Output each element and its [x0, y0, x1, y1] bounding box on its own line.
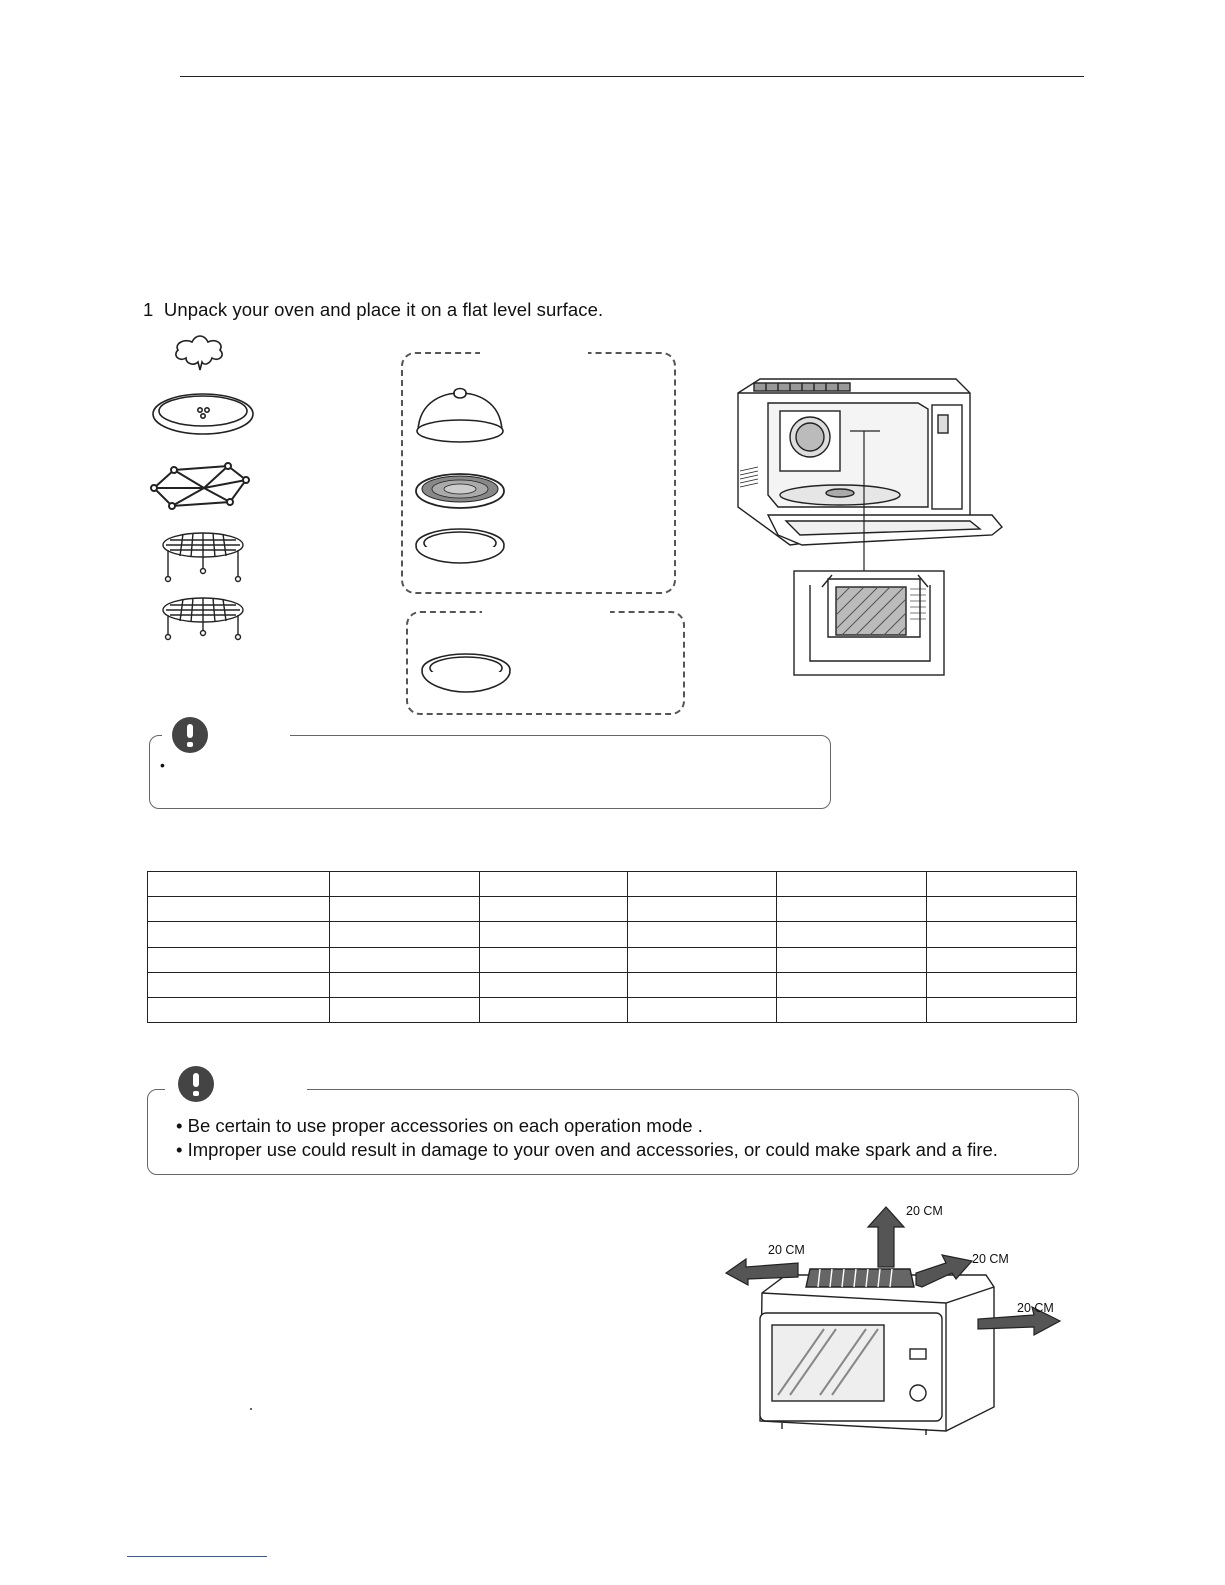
table-cell: [927, 897, 1077, 922]
table-cell: [777, 922, 927, 947]
table-cell: [927, 997, 1077, 1022]
step-1-instruction: [143, 299, 603, 321]
accessory-group-1-items: [410, 385, 520, 575]
table-cell: [479, 897, 628, 922]
top-vent: [754, 383, 850, 391]
table-cell: [329, 947, 479, 972]
table-row: [148, 997, 1077, 1022]
table-cell: [479, 872, 628, 897]
turntable-icon: [153, 394, 253, 434]
table-cell: [927, 947, 1077, 972]
high-rack-icon: [163, 533, 243, 582]
tray-icon: [418, 650, 518, 700]
table-cell: [927, 972, 1077, 997]
table-cell: [479, 997, 628, 1022]
table-cell: [777, 897, 927, 922]
clearance-back-label: 20 CM: [972, 1252, 1009, 1266]
clearance-diagram: [720, 1195, 1070, 1440]
table-cell: [148, 997, 330, 1022]
step-text: Unpack your oven and place it on a flat level surface.: [163, 299, 604, 320]
table-cell: [329, 897, 479, 922]
table-cell: [479, 922, 628, 947]
table-cell: [329, 972, 479, 997]
clearance-left-label: 20 CM: [768, 1243, 805, 1257]
table-cell: [329, 922, 479, 947]
table-cell: [148, 922, 330, 947]
table-cell: [927, 872, 1077, 897]
table-cell: [329, 872, 479, 897]
table-cell: [777, 972, 927, 997]
table-cell: [927, 922, 1077, 947]
caution-1-bullet: •: [160, 757, 165, 773]
table-cell: [628, 922, 777, 947]
step-number: 1: [143, 299, 154, 320]
group-2-title-gap: [482, 607, 610, 613]
table-cell: [148, 872, 330, 897]
clearance-top-label: 20 CM: [906, 1204, 943, 1218]
table-cell: [628, 947, 777, 972]
table-row: [148, 922, 1077, 947]
low-rack-icon: [163, 598, 243, 640]
roller-rest-icon: [151, 463, 249, 509]
table-row: [148, 972, 1077, 997]
caution-box-1: [149, 735, 831, 809]
clearance-right-label: 20 CM: [1017, 1301, 1054, 1315]
dome-cover-icon: [417, 389, 503, 443]
pan-icon: [416, 529, 504, 563]
caution-2-item-1: • Be certain to use proper accessories on each operation mode .: [176, 1115, 703, 1136]
exclamation-icon: [178, 1066, 214, 1102]
stray-mark: [250, 1408, 252, 1410]
table-cell: [479, 972, 628, 997]
table-cell: [148, 972, 330, 997]
coupler-icon: [176, 336, 222, 370]
table-cell: [148, 947, 330, 972]
table-row: [148, 947, 1077, 972]
arrow-up-icon: [868, 1207, 904, 1267]
crisp-plate-icon: [416, 474, 504, 508]
table-row: [148, 872, 1077, 897]
oven-open-door-diagram: [730, 375, 1020, 685]
header-rule: [180, 76, 1084, 77]
table-cell: [329, 997, 479, 1022]
table-cell: [628, 897, 777, 922]
table-cell: [628, 997, 777, 1022]
accessory-mode-table: [147, 871, 1077, 1023]
table-cell: [777, 872, 927, 897]
top-vent: [806, 1269, 914, 1287]
table-cell: [628, 872, 777, 897]
table-cell: [628, 972, 777, 997]
caution-2-item-2: • Improper use could result in damage to your oven and accessories, or could make spark and a fire.: [176, 1139, 998, 1160]
footer-link[interactable]: [127, 1556, 267, 1557]
exclamation-icon: [172, 717, 208, 753]
table-cell: [479, 947, 628, 972]
accessories-left-column: [140, 330, 270, 650]
group-1-title-gap: [480, 348, 588, 354]
table-cell: [777, 997, 927, 1022]
table-cell: [148, 897, 330, 922]
table-cell: [777, 947, 927, 972]
table-row: [148, 897, 1077, 922]
